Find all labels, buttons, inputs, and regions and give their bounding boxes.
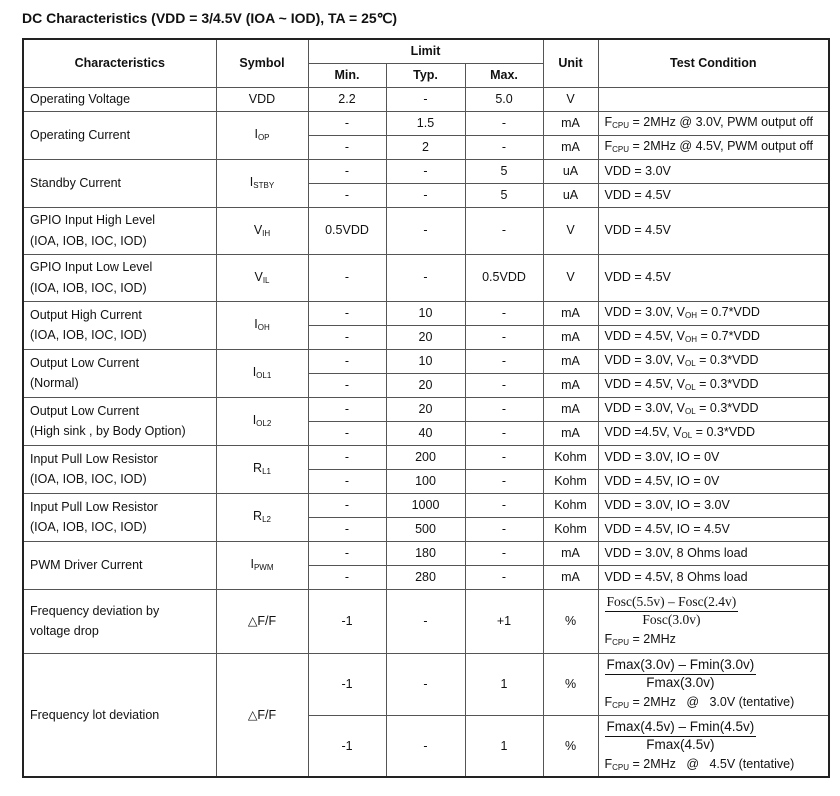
- row-symbol: $I_{OL1}$: [216, 349, 308, 397]
- header-typ: Typ.: [386, 63, 465, 87]
- row-unit: %: [543, 589, 598, 653]
- row-condition: VDD = 3.0V, $V_{OH} = 0.7*VDD$: [598, 301, 829, 325]
- formula-fraction: [605, 595, 739, 628]
- row-name: Input Pull Low Resistor (IOA, IOB, IOC, IOD): [23, 493, 216, 541]
- row-typ: 10: [386, 301, 465, 325]
- table-row: [23, 254, 829, 301]
- row-condition: VDD =4.5V, $V_{OL} = 0.3*VDD$: [598, 421, 829, 445]
- row-max: +1: [465, 589, 543, 653]
- row-typ: 180: [386, 541, 465, 565]
- header-characteristics: Characteristics: [23, 39, 216, 87]
- row-min: -: [308, 517, 386, 541]
- table-row: [23, 589, 829, 653]
- row-symbol: $I_{OP}$: [216, 111, 308, 159]
- row-name: Standby Current: [23, 159, 216, 207]
- table-row: [23, 111, 829, 135]
- row-max: -: [465, 469, 543, 493]
- row-typ: -: [386, 183, 465, 207]
- row-condition: VDD = 4.5V: [598, 207, 829, 254]
- row-unit: mA: [543, 373, 598, 397]
- row-min: -: [308, 373, 386, 397]
- row-min: -: [308, 565, 386, 589]
- row-max: -: [465, 373, 543, 397]
- row-typ: 20: [386, 325, 465, 349]
- row-unit: uA: [543, 159, 598, 183]
- row-unit: mA: [543, 325, 598, 349]
- row-condition: VDD = 4.5V, IO = 0V: [598, 469, 829, 493]
- row-min: -: [308, 445, 386, 469]
- row-condition: $F_{CPU} = 2MHz$ @ 3.0V, PWM output off: [598, 111, 829, 135]
- row-unit: mA: [543, 565, 598, 589]
- formula-denominator: Fosc(3.0v): [642, 611, 701, 627]
- header-min: Min.: [308, 63, 386, 87]
- row-unit: %: [543, 715, 598, 777]
- row-min: 2.2: [308, 87, 386, 111]
- row-name: PWM Driver Current: [23, 541, 216, 589]
- row-symbol: $I_{OH}$: [216, 301, 308, 349]
- table-row: [23, 207, 829, 254]
- row-symbol: △F/F: [216, 589, 308, 653]
- formula-fraction: [605, 720, 757, 753]
- header-limit: Limit: [308, 39, 543, 63]
- row-unit: mA: [543, 135, 598, 159]
- row-symbol: VDD: [216, 87, 308, 111]
- row-name: GPIO Input High Level (IOA, IOB, IOC, IOD): [23, 207, 216, 254]
- row-typ: 500: [386, 517, 465, 541]
- row-typ: -: [386, 207, 465, 254]
- row-unit: V: [543, 254, 598, 301]
- row-unit: Kohm: [543, 445, 598, 469]
- header-unit: Unit: [543, 39, 598, 87]
- row-condition: $F_{CPU} = 2MHz$ @ 4.5V, PWM output off: [598, 135, 829, 159]
- table-row: [23, 87, 829, 111]
- row-symbol: $V_{IH}$: [216, 207, 308, 254]
- row-unit: Kohm: [543, 517, 598, 541]
- row-min: -: [308, 421, 386, 445]
- row-max: -: [465, 493, 543, 517]
- row-name: Operating Current: [23, 111, 216, 159]
- row-max: 5: [465, 159, 543, 183]
- row-typ: 20: [386, 373, 465, 397]
- row-condition: VDD = 3.0V, $V_{OL} = 0.3*VDD$: [598, 397, 829, 421]
- row-condition: [598, 715, 829, 777]
- row-typ: 1.5: [386, 111, 465, 135]
- row-name: Input Pull Low Resistor (IOA, IOB, IOC, IOD): [23, 445, 216, 493]
- header-test-condition: Test Condition: [598, 39, 829, 87]
- row-max: -: [465, 325, 543, 349]
- row-name: Output Low Current (High sink , by Body Option): [23, 397, 216, 445]
- row-unit: mA: [543, 421, 598, 445]
- row-max: 5: [465, 183, 543, 207]
- row-symbol: $R_{L2}$: [216, 493, 308, 541]
- row-min: -: [308, 254, 386, 301]
- row-unit: V: [543, 207, 598, 254]
- row-min: -: [308, 469, 386, 493]
- row-max: -: [465, 301, 543, 325]
- row-condition: VDD = 3.0V: [598, 159, 829, 183]
- row-typ: 40: [386, 421, 465, 445]
- table-row: [23, 349, 829, 373]
- fcpu-note: $F_{CPU} = 2MHz$ @ 4.5V (tentative): [604, 756, 795, 772]
- formula-numerator: Fosc(5.5v) – Fosc(2.4v): [605, 595, 739, 612]
- row-max: -: [465, 135, 543, 159]
- row-typ: 10: [386, 349, 465, 373]
- row-max: -: [465, 111, 543, 135]
- row-max: -: [465, 421, 543, 445]
- row-condition: VDD = 3.0V, 8 Ohms load: [598, 541, 829, 565]
- row-name: GPIO Input Low Level (IOA, IOB, IOC, IOD): [23, 254, 216, 301]
- row-typ: 20: [386, 397, 465, 421]
- row-unit: Kohm: [543, 469, 598, 493]
- row-max: -: [465, 397, 543, 421]
- row-symbol: $R_{L1}$: [216, 445, 308, 493]
- row-max: -: [465, 565, 543, 589]
- row-min: -: [308, 111, 386, 135]
- formula-fraction: [605, 658, 757, 691]
- row-typ: -: [386, 159, 465, 183]
- row-symbol: $I_{PWM}$: [216, 541, 308, 589]
- row-name: Output Low Current (Normal): [23, 349, 216, 397]
- row-min: -: [308, 135, 386, 159]
- row-typ: -: [386, 589, 465, 653]
- table-row: [23, 445, 829, 469]
- row-min: -: [308, 541, 386, 565]
- row-max: -: [465, 541, 543, 565]
- row-condition: VDD = 4.5V, IO = 4.5V: [598, 517, 829, 541]
- table-row: [23, 653, 829, 715]
- formula-denominator: Fmax(3.0v): [646, 674, 715, 690]
- row-max: -: [465, 445, 543, 469]
- row-name: Frequency deviation by voltage drop: [23, 589, 216, 653]
- row-min: -: [308, 493, 386, 517]
- row-condition: [598, 589, 829, 653]
- header-row: [23, 39, 829, 63]
- row-min: -: [308, 301, 386, 325]
- row-condition: VDD = 3.0V, $V_{OL} = 0.3*VDD$: [598, 349, 829, 373]
- row-symbol: $I_{STBY}$: [216, 159, 308, 207]
- row-condition: VDD = 4.5V, $V_{OH} = 0.7*VDD$: [598, 325, 829, 349]
- row-symbol: △F/F: [216, 653, 308, 777]
- row-max: 5.0: [465, 87, 543, 111]
- fcpu-note: $F_{CPU} = 2MHz$ @ 3.0V (tentative): [604, 694, 795, 710]
- row-max: 0.5VDD: [465, 254, 543, 301]
- row-unit: V: [543, 87, 598, 111]
- row-symbol: $V_{IL}$: [216, 254, 308, 301]
- row-unit: mA: [543, 111, 598, 135]
- formula-numerator: Fmax(4.5v) – Fmin(4.5v): [605, 720, 757, 737]
- table-row: [23, 301, 829, 325]
- row-symbol: $I_{OL2}$: [216, 397, 308, 445]
- row-typ: 280: [386, 565, 465, 589]
- row-name: Frequency lot deviation: [23, 653, 216, 777]
- row-unit: mA: [543, 349, 598, 373]
- row-min: -1: [308, 589, 386, 653]
- table-row: [23, 159, 829, 183]
- header-max: Max.: [465, 63, 543, 87]
- row-min: -: [308, 397, 386, 421]
- row-typ: 200: [386, 445, 465, 469]
- row-unit: mA: [543, 301, 598, 325]
- table-row: [23, 493, 829, 517]
- row-condition: [598, 87, 829, 111]
- row-max: -: [465, 207, 543, 254]
- row-min: -1: [308, 715, 386, 777]
- row-unit: mA: [543, 541, 598, 565]
- row-max: -: [465, 517, 543, 541]
- row-max: -: [465, 349, 543, 373]
- page-title: DC Characteristics (VDD = 3/4.5V (IOA ~ IOD), TA = 25℃): [22, 10, 398, 26]
- row-min: -: [308, 349, 386, 373]
- row-max: 1: [465, 715, 543, 777]
- row-condition: VDD = 4.5V: [598, 254, 829, 301]
- row-typ: -: [386, 254, 465, 301]
- row-min: 0.5VDD: [308, 207, 386, 254]
- row-condition: VDD = 4.5V: [598, 183, 829, 207]
- fcpu-note: $F_{CPU} = 2MHz$: [604, 631, 676, 647]
- dc-characteristics-table: [22, 38, 830, 778]
- header-symbol: Symbol: [216, 39, 308, 87]
- row-condition: [598, 653, 829, 715]
- table-row: [23, 397, 829, 421]
- row-typ: -: [386, 715, 465, 777]
- row-max: 1: [465, 653, 543, 715]
- row-condition: VDD = 3.0V, IO = 3.0V: [598, 493, 829, 517]
- row-unit: %: [543, 653, 598, 715]
- formula-numerator: Fmax(3.0v) – Fmin(3.0v): [605, 658, 757, 675]
- row-min: -1: [308, 653, 386, 715]
- row-typ: 1000: [386, 493, 465, 517]
- row-unit: Kohm: [543, 493, 598, 517]
- row-min: -: [308, 183, 386, 207]
- row-condition: VDD = 4.5V, $V_{OL} = 0.3*VDD$: [598, 373, 829, 397]
- row-typ: 2: [386, 135, 465, 159]
- row-min: -: [308, 159, 386, 183]
- row-typ: 100: [386, 469, 465, 493]
- row-min: -: [308, 325, 386, 349]
- table-row: [23, 541, 829, 565]
- row-condition: VDD = 4.5V, 8 Ohms load: [598, 565, 829, 589]
- row-name: Operating Voltage: [23, 87, 216, 111]
- row-unit: uA: [543, 183, 598, 207]
- row-typ: -: [386, 87, 465, 111]
- row-typ: -: [386, 653, 465, 715]
- formula-denominator: Fmax(4.5v): [646, 736, 715, 752]
- row-name: Output High Current (IOA, IOB, IOC, IOD): [23, 301, 216, 349]
- row-condition: VDD = 3.0V, IO = 0V: [598, 445, 829, 469]
- row-unit: mA: [543, 397, 598, 421]
